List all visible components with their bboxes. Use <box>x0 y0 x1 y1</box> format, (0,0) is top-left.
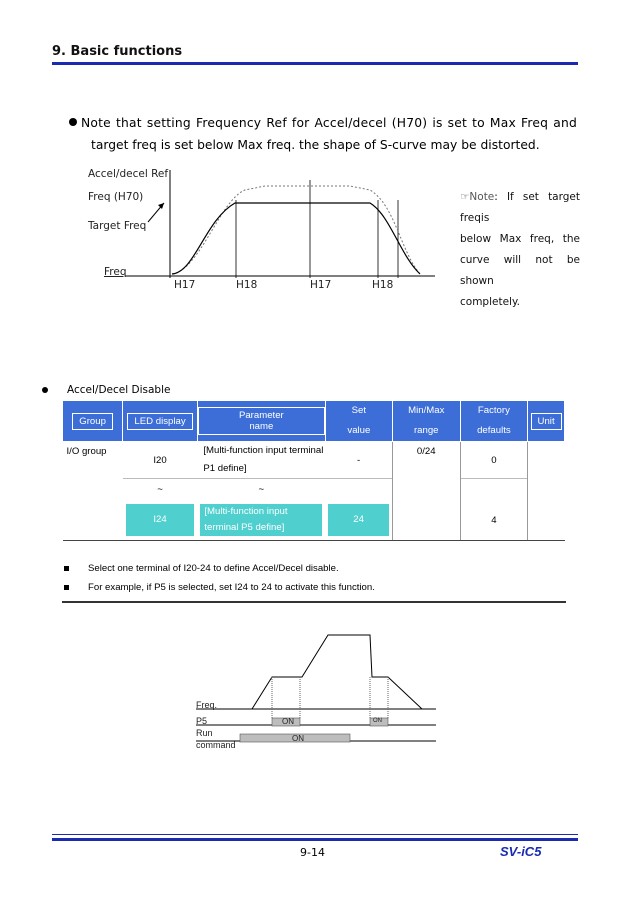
p5-on-label-2: ON <box>373 718 382 724</box>
note-line-1: : If set target freqis <box>460 191 580 224</box>
list-item: Select one terminal of I20-24 to define Accel/Decel disable. <box>64 563 339 574</box>
note-prefix: ☞Note <box>460 191 495 203</box>
header-rule <box>52 62 578 65</box>
bullet-dot-icon <box>42 387 48 393</box>
cell-factory: 4 <box>460 501 528 541</box>
label-accel-ref: Accel/decel Ref <box>88 168 169 180</box>
run-on-label: ON <box>292 734 304 743</box>
axis-label-h17-1: H17 <box>174 279 196 291</box>
cell-led: ~ <box>123 479 198 501</box>
col-param: Parameter name <box>197 401 325 442</box>
footer-rule <box>52 838 578 841</box>
section2-heading <box>42 384 170 396</box>
list-item: For example, if P5 is selected, set I24 to 24 to activate this function. <box>64 582 375 593</box>
timing-freq-label: Freq. <box>196 700 218 710</box>
timing-run-label-2: command <box>196 740 236 750</box>
table-row <box>63 501 565 541</box>
section2-title: Accel/Decel Disable <box>67 384 171 396</box>
p5-on-label-1: ON <box>282 717 294 726</box>
col-led: LED display <box>123 401 198 442</box>
section-title: 9. Basic functions <box>52 44 183 59</box>
note-line-2: target freq is set below Max freq. the shape of S-curve may be distorted. <box>91 138 540 152</box>
cell-param: ~ <box>197 479 325 501</box>
axis-label-h18-1: H18 <box>236 279 258 291</box>
side-note <box>460 187 580 313</box>
col-range: Min/Max range <box>392 401 460 442</box>
section-rule <box>62 601 566 603</box>
cell-param: [Multi-function input terminal P1 define] <box>203 445 324 474</box>
col-set: Set value <box>325 401 392 442</box>
note-line-3: curve will not be shown <box>460 254 580 287</box>
col-group: Group <box>63 401 123 442</box>
cell-factory: 0 <box>491 454 497 466</box>
table-row <box>63 479 565 501</box>
cell-group: I/O group <box>66 446 107 457</box>
note-bullet <box>69 112 577 156</box>
timing-p5-label: P5 <box>196 716 208 726</box>
label-freq: Freq <box>104 266 127 278</box>
cell-param: [Multi-function input terminal P5 define] <box>200 504 322 536</box>
timing-diagram <box>190 615 450 755</box>
cell-set: 24 <box>328 504 389 536</box>
note-line-2: below Max freq, the <box>460 233 580 245</box>
label-target-freq: Target Freq <box>88 220 147 232</box>
square-bullet-icon <box>64 585 69 590</box>
col-factory: Factory defaults <box>460 401 528 442</box>
cell-led: I24 <box>126 504 195 536</box>
cell-led: I20 <box>153 454 167 466</box>
label-freq-h70: Freq (H70) <box>88 191 144 203</box>
bullet-dot-icon <box>69 118 77 126</box>
target-curve <box>172 203 420 274</box>
note-line-4: completely. <box>460 296 521 308</box>
page-number: 9-14 <box>300 846 325 859</box>
note-line-1: Note that setting Frequency Ref for Accel/decel (H70) is set to Max Freq and <box>81 116 577 130</box>
table-header-row <box>63 401 565 442</box>
brand-label: SV-iC5 <box>500 844 542 859</box>
parameter-table <box>62 400 565 541</box>
table-row <box>63 442 565 479</box>
square-bullet-icon <box>64 566 69 571</box>
timing-run-label-1: Run <box>196 728 213 738</box>
footer-rule-thin <box>52 834 578 835</box>
axis-label-h17-2: H17 <box>310 279 332 291</box>
cell-set: - <box>357 454 361 466</box>
axis-label-h18-2: H18 <box>372 279 394 291</box>
col-unit: Unit <box>528 401 565 442</box>
cell-range: 0/24 <box>392 442 460 479</box>
